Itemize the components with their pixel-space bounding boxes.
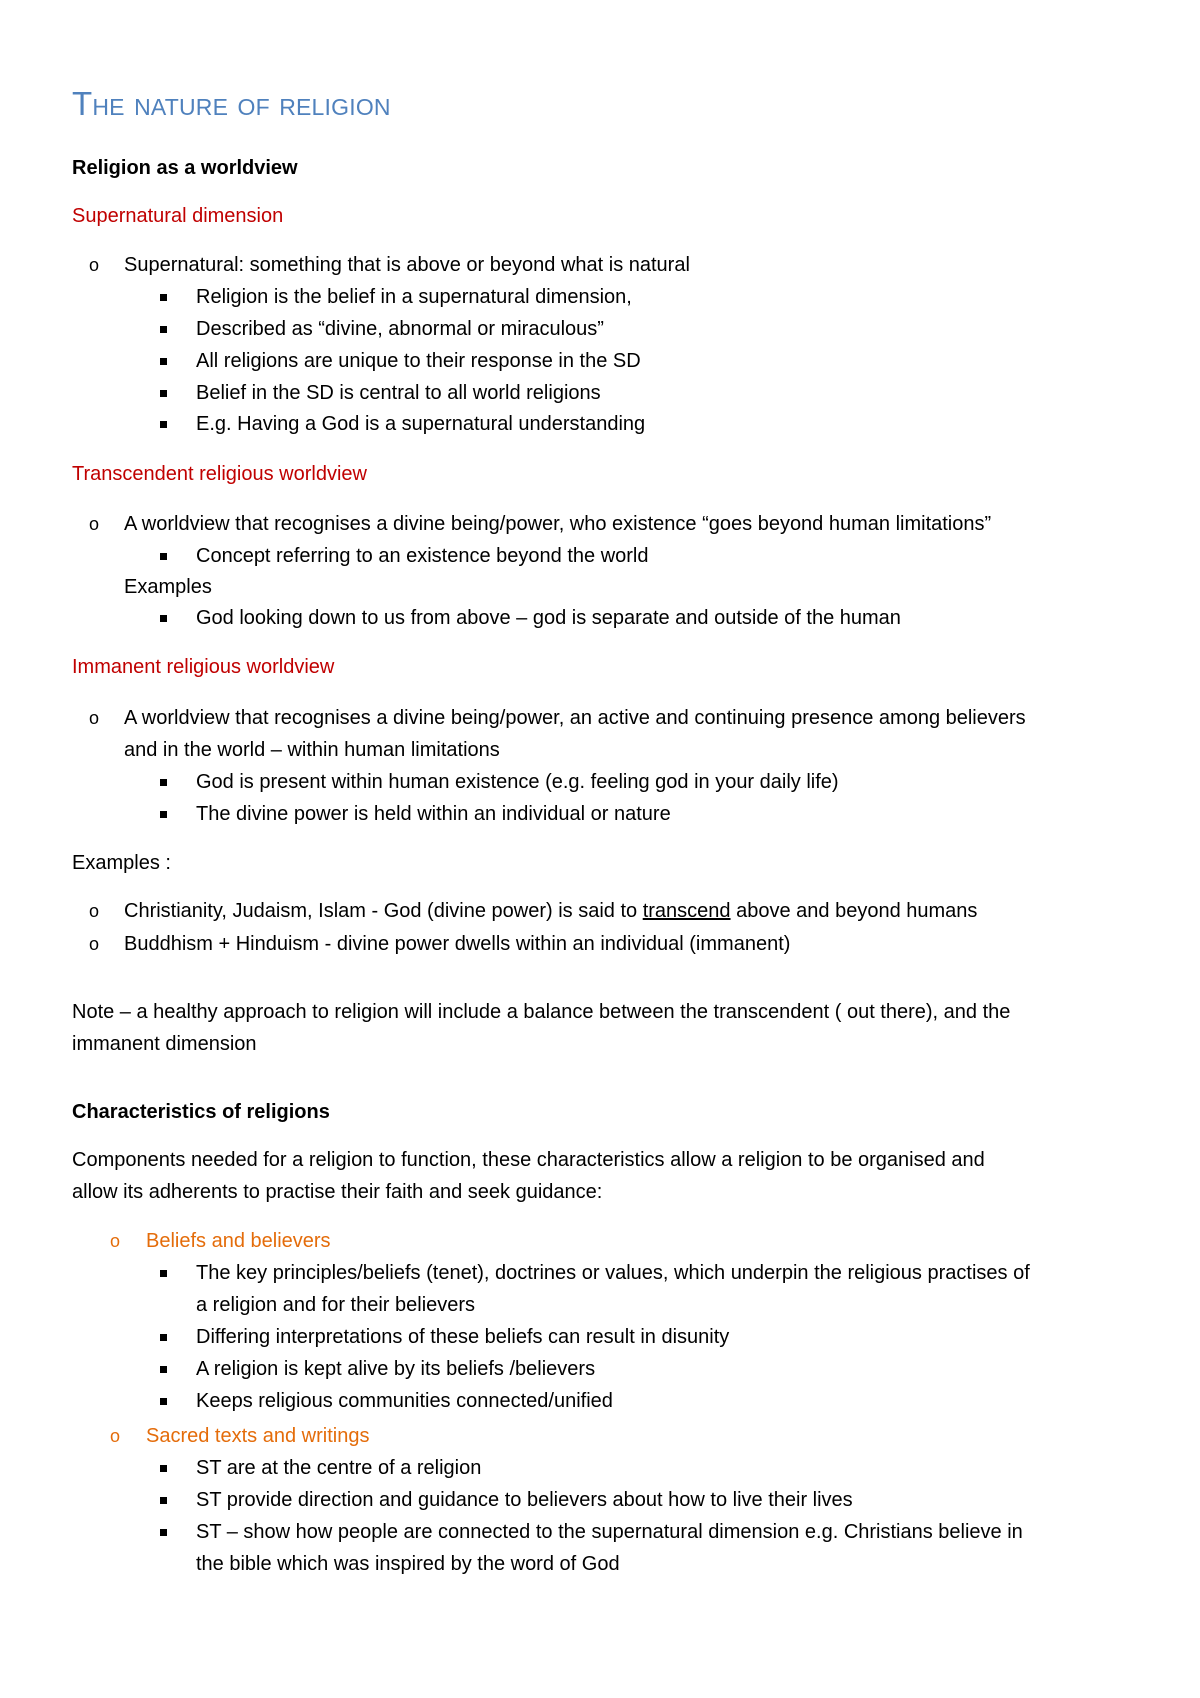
characteristic-sacred-texts: Sacred texts and writings (146, 1425, 370, 1447)
sub-list-item: ST – show how people are connected to the supernatural dimension e.g. Christians believe in (196, 1521, 1023, 1543)
list-item-continued: and in the world – within human limitations (124, 739, 500, 761)
hollow-circle-bullet-icon: o (89, 934, 100, 954)
note-paragraph-continued: immanent dimension (72, 1033, 257, 1055)
sub-list-item: God is present within human existence (e.g. feeling god in your daily life) (196, 771, 839, 793)
hollow-circle-bullet-icon: o (89, 901, 100, 921)
sub-list-item: A religion is kept alive by its beliefs /believers (196, 1358, 596, 1380)
square-bullet-icon (160, 358, 167, 365)
square-bullet-icon (160, 1334, 167, 1341)
hollow-circle-bullet-icon: o (89, 255, 100, 275)
sub-list-item: Keeps religious communities connected/unified (196, 1390, 613, 1412)
hollow-circle-bullet-icon: o (110, 1231, 121, 1251)
characteristic-beliefs: Beliefs and believers (146, 1230, 331, 1252)
sub-list-item: Described as “divine, abnormal or miraculous” (196, 318, 604, 340)
list-item: A worldview that recognises a divine being/power, who existence “goes beyond human limitations” (124, 513, 992, 535)
sub-list-item: ST provide direction and guidance to believers about how to live their lives (196, 1489, 853, 1511)
sub-list-item: All religions are unique to their response in the SD (196, 350, 641, 372)
square-bullet-icon (160, 1529, 167, 1536)
list-item: Buddhism + Hinduism - divine power dwells within an individual (immanent) (124, 933, 791, 955)
sub-list-item: E.g. Having a God is a supernatural understanding (196, 413, 646, 435)
sub-list-item: Concept referring to an existence beyond the world (196, 545, 649, 567)
note-paragraph: Note – a healthy approach to religion will include a balance between the transcendent ( out there), and the (72, 1001, 1011, 1023)
subheading-supernatural: Supernatural dimension (72, 205, 284, 227)
intro-paragraph-continued: allow its adherents to practise their faith and seek guidance: (72, 1181, 603, 1203)
section-heading-characteristics: Characteristics of religions (72, 1101, 330, 1123)
hollow-circle-bullet-icon: o (110, 1426, 121, 1446)
sub-list-item-continued: a religion and for their believers (196, 1294, 476, 1316)
sub-list-item: The divine power is held within an individual or nature (196, 803, 671, 825)
sub-list-item: Religion is the belief in a supernatural dimension, (196, 286, 632, 308)
square-bullet-icon (160, 390, 167, 397)
subheading-transcendent: Transcendent religious worldview (72, 463, 367, 485)
square-bullet-icon (160, 1465, 167, 1472)
square-bullet-icon (160, 553, 167, 560)
square-bullet-icon (160, 1497, 167, 1504)
square-bullet-icon (160, 1398, 167, 1405)
list-item: A worldview that recognises a divine being/power, an active and continuing presence among believers (124, 707, 1026, 729)
square-bullet-icon (160, 421, 167, 428)
sub-list-item: Belief in the SD is central to all world religions (196, 382, 601, 404)
sub-list-item: God looking down to us from above – god is separate and outside of the human (196, 607, 901, 629)
section-heading-worldview: Religion as a worldview (72, 157, 298, 179)
square-bullet-icon (160, 294, 167, 301)
intro-paragraph: Components needed for a religion to function, these characteristics allow a religion to be organised and (72, 1149, 985, 1171)
sub-list-item: Differing interpretations of these beliefs can result in disunity (196, 1326, 730, 1348)
examples-label: Examples (124, 576, 212, 598)
list-item (124, 898, 977, 924)
underlined-term: transcend (642, 900, 731, 922)
sub-list-item: ST are at the centre of a religion (196, 1457, 482, 1479)
square-bullet-icon (160, 811, 167, 818)
example-text: above and beyond humans (730, 900, 978, 922)
examples-heading: Examples : (72, 852, 171, 874)
square-bullet-icon (160, 326, 167, 333)
subheading-immanent: Immanent religious worldview (72, 656, 335, 678)
square-bullet-icon (160, 1366, 167, 1373)
sub-list-item-continued: the bible which was inspired by the word of God (196, 1553, 620, 1575)
square-bullet-icon (160, 1270, 167, 1277)
hollow-circle-bullet-icon: o (89, 514, 100, 534)
page-title: The nature of religion (72, 85, 391, 122)
square-bullet-icon (160, 615, 167, 622)
sub-list-item: The key principles/beliefs (tenet), doctrines or values, which underpin the religious practises of (196, 1262, 1030, 1284)
example-text: Christianity, Judaism, Islam - God (divine power) is said to (124, 900, 643, 922)
square-bullet-icon (160, 779, 167, 786)
list-item: Supernatural: something that is above or beyond what is natural (124, 254, 690, 276)
hollow-circle-bullet-icon: o (89, 708, 100, 728)
